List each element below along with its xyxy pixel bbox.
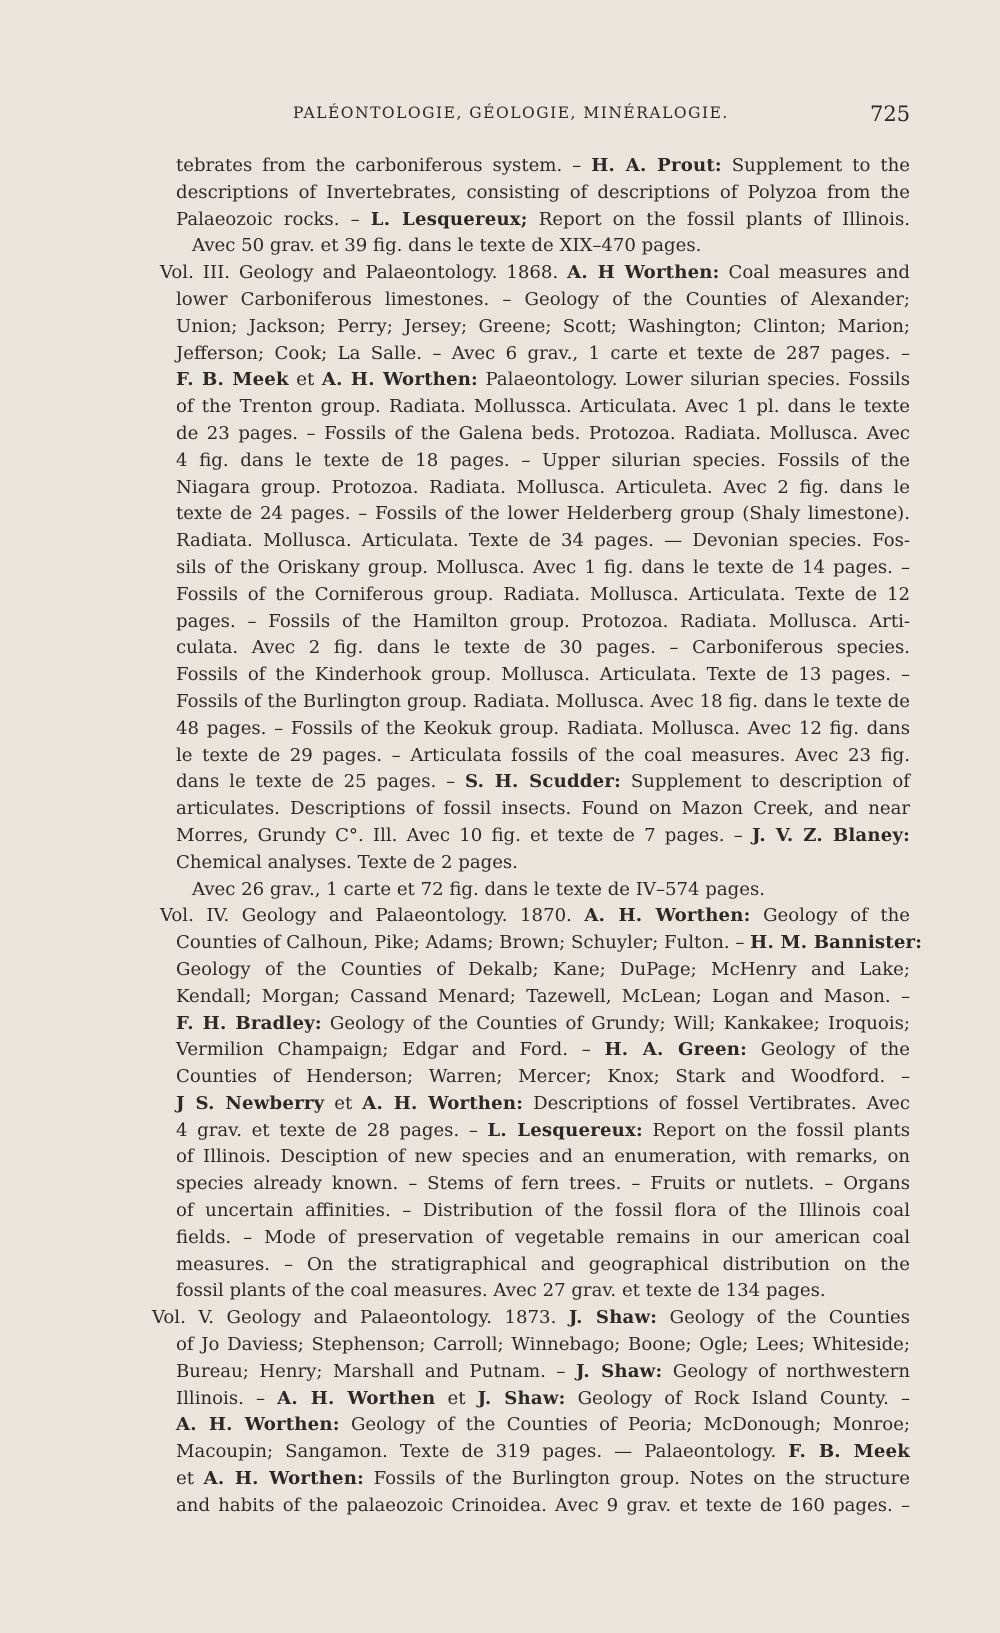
text-segment: Geology of the Counties of Grundy; Will; Kankakee; Iroquois; (321, 1012, 910, 1034)
body-text (152, 153, 923, 1520)
text-line (176, 1386, 910, 1413)
text-line (176, 743, 910, 770)
text-line (176, 850, 910, 877)
author-name: H. M. Bannister: (750, 932, 923, 954)
text-segment: Geology of northwestern (662, 1360, 910, 1382)
text-line (176, 341, 910, 368)
text-line (176, 716, 910, 743)
text-segment: Fossils of the Burlington group. Radiata. Mollusca. Avec 18 fig. dans le texte de (176, 690, 910, 712)
text-line (176, 233, 910, 260)
author-name: J S. Newberry (176, 1092, 325, 1114)
text-segment: of the Trenton group. Radiata. Mollussca. Articulata. Avec 1 pl. dans le texte (176, 396, 910, 418)
text-segment: Vermilion Champaign; Edgar and Ford. – (176, 1039, 605, 1061)
text-segment: pages. – Fossils of the Hamilton group. Protozoa. Radiata. Mollusca. Arti- (176, 610, 910, 632)
text-segment: Supplement to the (721, 155, 910, 176)
text-line (176, 1412, 910, 1439)
text-segment: de 23 pages. – Fossils of the Galena beds. Protozoa. Radiata. Mollusca. Avec (176, 422, 910, 444)
text-segment: Geology of the (750, 905, 910, 927)
text-line (176, 207, 910, 234)
text-segment: Palaeozoic rocks. – (176, 208, 371, 230)
text-line (176, 1439, 910, 1466)
text-segment: Palaeontology. Lower silurian species. Fossils (477, 369, 911, 391)
text-segment: le texte de 29 pages. – Articulata fossils of the coal measures. Avec 23 fig. (176, 744, 910, 766)
author-name: A. H. Worthen (277, 1387, 436, 1409)
author-name: A. H. Worthen: (321, 369, 478, 391)
text-segment: and habits of the palaeozoic Crinoidea. Avec 9 grav. et texte de 160 pages. – (176, 1494, 910, 1516)
text-segment: et (176, 1468, 204, 1490)
text-line (176, 1037, 910, 1064)
text-line (176, 180, 910, 207)
text-line (176, 796, 910, 823)
text-segment: measures. – On the stratigraphical and geographical distribution on the (176, 1253, 910, 1275)
text-segment: Avec 50 grav. et 39 fig. dans le texte de XIX–470 pages. (192, 235, 702, 257)
text-segment: et (288, 369, 322, 391)
text-line (176, 501, 910, 528)
author-name: S. H. Scudder: (465, 771, 621, 793)
text-segment: Counties of Henderson; Warren; Mercer; Knox; Stark and Woodford. – (176, 1066, 910, 1088)
text-line (176, 582, 910, 609)
text-line (176, 1278, 910, 1305)
text-line (176, 1359, 910, 1386)
author-name: H. A. Prout: (591, 155, 722, 176)
text-segment: Report on the fossil plants (642, 1119, 911, 1141)
text-line (176, 984, 910, 1011)
text-line (160, 903, 910, 930)
text-segment: Counties of Calhoun, Pike; Adams; Brown; Schuyler; Fulton. – (176, 932, 751, 954)
text-line (176, 662, 910, 689)
text-line (176, 689, 910, 716)
text-segment: Geology of Rock Island County. – (565, 1387, 910, 1409)
page-header (0, 104, 1000, 134)
text-line (176, 1198, 910, 1225)
text-line (176, 1171, 910, 1198)
text-segment: Macoupin; Sangamon. Texte de 319 pages. — Palaeontology. (176, 1441, 789, 1463)
text-segment: Illinois. – (176, 1387, 278, 1409)
text-segment: of Illinois. Desciption of new species and an enumeration, with remarks, on (176, 1146, 910, 1168)
author-name: J. Shaw: (568, 1307, 658, 1329)
text-line (176, 367, 910, 394)
author-name: H. A. Green: (604, 1039, 748, 1061)
text-line (176, 823, 910, 850)
text-segment: Union; Jackson; Perry; Jersey; Greene; Scott; Washington; Clinton; Marion; (176, 315, 910, 337)
text-segment: 4 fig. dans le texte de 18 pages. – Upper silurian species. Fossils of the (176, 449, 910, 471)
author-name: J. V. Z. Blaney: (751, 824, 910, 846)
text-segment: Radiata. Mollusca. Articulata. Texte de 34 pages. — Devonian species. Fos- (176, 530, 910, 552)
text-segment: Geology of the Counties of Peoria; McDonough; Monroe; (339, 1414, 910, 1436)
text-line (176, 421, 910, 448)
text-line (176, 1011, 910, 1038)
text-line (176, 877, 910, 904)
text-line (152, 1305, 910, 1332)
text-segment: lower Carboniferous limestones. – Geology of the Counties of Alexander; (176, 288, 910, 310)
text-line (176, 1332, 910, 1359)
text-segment: Vol. IV. Geology and Palaeontology. 1870. (160, 905, 585, 927)
text-segment: 48 pages. – Fossils of the Keokuk group. Radiata. Mollusca. Avec 12 fig. dans (176, 717, 910, 739)
text-segment: Descriptions of fossel Vertibrates. Avec (523, 1092, 911, 1114)
running-title: PALÉONTOLOGIE, GÉOLOGIE, MINÉRALOGIE. (293, 104, 729, 122)
text-segment: Vol. III. Geology and Palaeontology. 1868. (160, 262, 568, 284)
text-segment: Coal measures and (719, 262, 911, 284)
text-line (176, 448, 910, 475)
author-name: J. Shaw: (477, 1387, 566, 1409)
text-segment: tebrates from the carboniferous system. – (176, 155, 592, 176)
text-segment: sils of the Oriskany group. Mollusca. Avec 1 fig. dans le texte de 14 pages. – (176, 556, 910, 578)
text-segment: et (435, 1387, 478, 1409)
author-name: A. H Worthen: (567, 262, 720, 284)
text-segment: Bureau; Henry; Marshall and Putnam. – (176, 1360, 576, 1382)
author-name: F. B. Meek (176, 369, 289, 391)
text-segment: Geology of the (747, 1039, 910, 1061)
text-line (176, 475, 910, 502)
text-segment: Fossils of the Corniferous group. Radiata. Mollusca. Articulata. Texte de 12 (176, 583, 910, 605)
author-name: L. Lesquereux; (370, 208, 528, 230)
text-line (176, 769, 910, 796)
text-segment: fossil plants of the coal measures. Avec 27 grav. et texte de 134 pages. (176, 1280, 826, 1302)
text-segment: Supplement to description of (620, 771, 910, 793)
text-segment: Kendall; Morgan; Cassand Menard; Tazewell, McLean; Logan and Mason. – (176, 985, 910, 1007)
text-line (176, 1252, 910, 1279)
text-line (176, 287, 910, 314)
text-segment: Niagara group. Protozoa. Radiata. Mollusca. Articuleta. Avec 2 fig. dans le (176, 476, 910, 498)
text-line (176, 1144, 910, 1171)
text-line (176, 394, 910, 421)
text-segment: Avec 26 grav., 1 carte et 72 fig. dans le texte de IV–574 pages. (192, 878, 766, 900)
text-line (176, 528, 910, 555)
text-line (176, 1225, 910, 1252)
author-name: A. H. Worthen: (176, 1414, 340, 1436)
text-segment: of uncertain affinities. – Distribution of the fossil flora of the Illinois coal (176, 1200, 910, 1222)
author-name: F. H. Bradley: (176, 1012, 322, 1034)
text-line (176, 1466, 910, 1493)
text-line (176, 555, 910, 582)
author-name: J. Shaw: (575, 1360, 663, 1382)
text-segment: articulates. Descriptions of fossil insects. Found on Mazon Creek, and near (176, 798, 910, 820)
text-line (176, 609, 910, 636)
text-line (176, 635, 910, 662)
text-segment: Morres, Grundy C°. Ill. Avec 10 fig. et texte de 7 pages. – (176, 824, 752, 846)
text-segment: Vol. V. Geology and Palaeontology. 1873. (152, 1307, 569, 1329)
text-segment: texte de 24 pages. – Fossils of the lower Helderberg group (Shaly limestone). (176, 503, 910, 525)
text-segment: species already known. – Stems of fern trees. – Fruits or nutlets. – Organs (176, 1173, 910, 1195)
text-line (176, 1064, 910, 1091)
text-line (176, 1493, 910, 1520)
text-line (160, 260, 910, 287)
author-name: A. H. Worthen: (362, 1092, 524, 1114)
text-segment: Report on the fossil plants of Illinois. (527, 208, 910, 230)
author-name: F. B. Meek (788, 1441, 910, 1463)
text-segment: Jefferson; Cook; La Salle. – Avec 6 grav., 1 carte et texte de 287 pages. – (176, 342, 910, 364)
text-segment: Geology of the Counties (657, 1307, 910, 1329)
author-name: A. H. Worthen: (584, 905, 751, 927)
text-segment: Fossils of the Kinderhook group. Mollusca. Articulata. Texte de 13 pages. – (176, 664, 910, 686)
text-segment: 4 grav. et texte de 28 pages. – (176, 1119, 488, 1141)
text-line (176, 1091, 910, 1118)
text-line (176, 153, 910, 180)
text-segment: fields. – Mode of preservation of vegetable remains in our american coal (176, 1226, 910, 1248)
text-line (176, 1118, 910, 1145)
text-line (176, 957, 910, 984)
text-segment: et (324, 1092, 363, 1114)
text-segment: Geology of the Counties of Dekalb; Kane; DuPage; McHenry and Lake; (176, 958, 910, 980)
text-segment: dans le texte de 25 pages. – (176, 771, 465, 793)
text-line (176, 930, 923, 957)
author-name: A. H. Worthen: (203, 1468, 364, 1490)
text-segment: Fossils of the Burlington group. Notes on the structure (363, 1468, 911, 1490)
text-line (176, 314, 910, 341)
text-segment: descriptions of Invertebrates, consisting of descriptions of Polyzoa from the (176, 181, 910, 203)
author-name: L. Lesquereux: (487, 1119, 643, 1141)
text-segment: of Jo Daviess; Stephenson; Carroll; Winnebago; Boone; Ogle; Lees; Whiteside; (176, 1334, 910, 1356)
page-number: 725 (870, 102, 911, 126)
text-segment: Chemical analyses. Texte de 2 pages. (176, 851, 518, 873)
text-segment: culata. Avec 2 fig. dans le texte de 30 pages. – Carboniferous species. (176, 637, 910, 659)
